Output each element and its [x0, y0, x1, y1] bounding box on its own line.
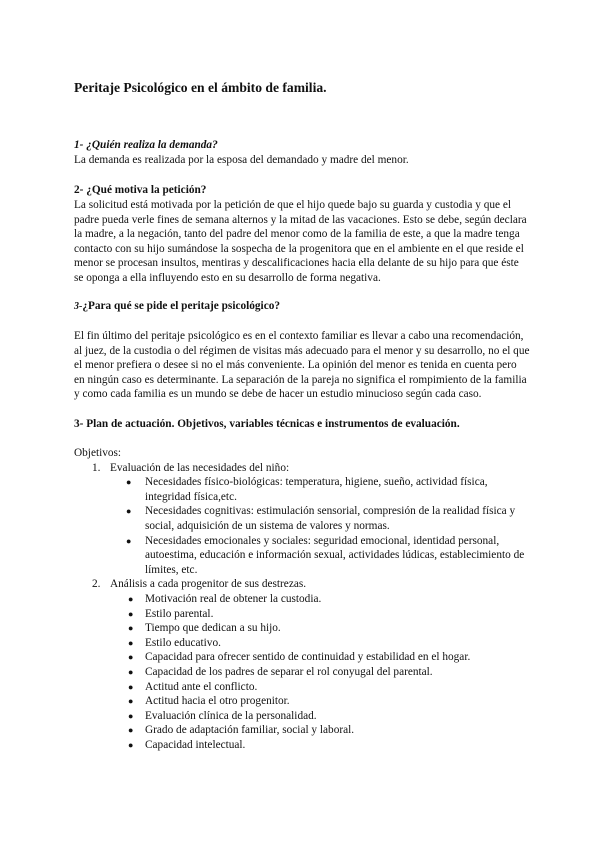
list-item-text: Tiempo que dedican a su hijo. — [145, 622, 281, 635]
needs-list — [126, 475, 530, 577]
list-item — [119, 621, 530, 636]
bullet-icon: ● — [126, 477, 132, 488]
list-item-text: Estilo educativo. — [145, 636, 221, 649]
objective-number: 1. — [92, 461, 101, 474]
list-item — [108, 534, 530, 578]
list-item — [119, 636, 530, 651]
bullet-icon: ● — [128, 696, 134, 707]
section3a-heading — [74, 299, 530, 315]
document-title: Peritaje Psicológico en el ámbito de familia. — [74, 80, 327, 95]
list-item — [119, 592, 530, 607]
list-item-text: Capacidad de los padres de separar el rol conyugal del parental. — [145, 665, 433, 678]
bullet-icon: ● — [128, 593, 134, 604]
bullet-icon: ● — [128, 725, 134, 736]
objectives-list — [74, 461, 530, 753]
list-item — [119, 665, 530, 680]
list-item-text: Necesidades emocionales y sociales: seguridad emocional, identidad personal, autoestima, educación e información sexual, actividades lúdicas, establecimiento de límites, etc. — [145, 534, 525, 576]
list-item — [119, 650, 530, 665]
section3a-text: El fin último del peritaje psicológico es en el contexto familiar es llevar a cabo una recomendación, al juez, de la custodia o del régimen de visitas más adecuado para el menor y su desarrollo, no el que el menor prefiera o desee si no el más conveniente. La opinión del menor es tenida en cuenta pero en ningún caso es determinante. La separación de la pareja no significa el rompimiento de la familia y como cada familia es un mundo se debe de hacer un estudio minucioso según cada caso. — [74, 330, 530, 401]
bullet-icon: ● — [128, 623, 134, 634]
list-item — [119, 709, 530, 724]
objective-label: Análisis a cada progenitor de sus destrezas. — [110, 578, 307, 591]
objective-item-2 — [74, 577, 530, 752]
list-item-text: Motivación real de obtener la custodia. — [145, 592, 322, 605]
bullet-icon: ● — [128, 666, 134, 677]
bullet-icon: ● — [128, 739, 134, 750]
section1-heading: 1- ¿Quién realiza la demanda? — [74, 139, 218, 151]
list-item — [119, 738, 530, 753]
list-item — [108, 504, 530, 533]
bullet-icon: ● — [128, 710, 134, 721]
skills-list — [119, 592, 530, 753]
bullet-icon: ● — [128, 608, 134, 619]
bullet-icon: ● — [128, 681, 134, 692]
section3b-heading: 3- Plan de actuación. Objetivos, variables técnicas e instrumentos de evaluación. — [74, 418, 460, 430]
list-item — [119, 723, 530, 738]
list-item — [119, 694, 530, 709]
list-item-text: Necesidades cognitivas: estimulación sensorial, compresión de la realidad física y social, adquisición de un sistema de valores y normas. — [145, 505, 516, 532]
section2-heading: 2- ¿Qué motiva la petición? — [74, 184, 207, 196]
list-item-text: Grado de adaptación familiar, social y laboral. — [145, 724, 355, 737]
objective-item-1 — [74, 461, 530, 578]
list-item — [119, 607, 530, 622]
objectives-block — [74, 446, 530, 752]
list-item-text: Necesidades físico-biológicas: temperatura, higiene, sueño, actividad física, integridad física,etc. — [145, 476, 488, 503]
section3a-heading-prefix: 3- — [74, 301, 83, 312]
section2-text: La solicitud está motivada por la petición de que el hijo quede bajo su guarda y custodia y que el padre pueda verle fines de semana alternos y la mitad de las vacaciones. Esto se debe, según declara la madre, a la negación, tanto del padre del menor como de la familia de este, a que la madre tenga contacto con su hijo sumándose la sospecha de la progenitora que en el ambiente en el que reside el menor se procesan insultos, mentiras y descalificaciones hacia ella delante de su hijo para que éste se oponga a ella influyendo esto en su desarrollo de forma negativa. — [74, 199, 527, 284]
objective-number: 2. — [92, 578, 101, 591]
objectives-label: Objetivos: — [74, 447, 122, 459]
section1-text: La demanda es realizada por la esposa del demandado y madre del menor. — [74, 154, 409, 166]
list-item-text: Capacidad para ofrecer sentido de continuidad y estabilidad en el hogar. — [145, 651, 471, 664]
list-item-text: Capacidad intelectual. — [145, 738, 246, 751]
list-item-text: Evaluación clínica de la personalidad. — [145, 709, 317, 722]
bullet-icon: ● — [126, 506, 132, 517]
list-item — [108, 475, 530, 504]
bullet-icon: ● — [128, 637, 134, 648]
objective-label: Evaluación de las necesidades del niño: — [110, 461, 290, 474]
list-item-text: Actitud hacia el otro progenitor. — [145, 695, 290, 708]
list-item-text: Actitud ante el conflicto. — [145, 680, 258, 693]
bullet-icon: ● — [126, 535, 132, 546]
section3a-heading-text: ¿Para qué se pide el peritaje psicológico? — [82, 300, 281, 312]
list-item-text: Estilo parental. — [145, 607, 214, 620]
bullet-icon: ● — [128, 652, 134, 663]
list-item — [119, 680, 530, 695]
